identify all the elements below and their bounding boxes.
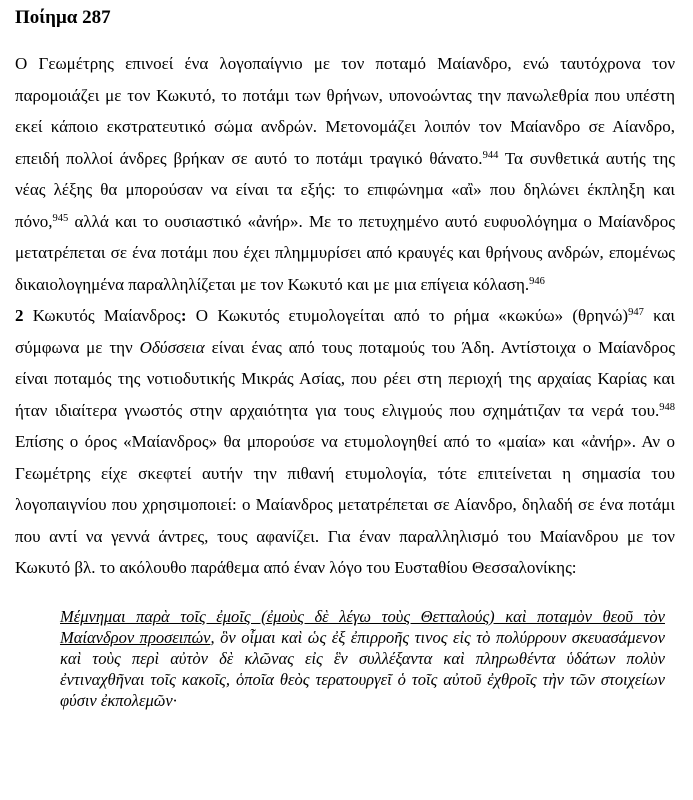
paragraph-text: είναι ένας από τους ποταμούς του Άδη. Αντίστοιχα ο Μαίανδρος είναι ποταμός της νοτιοδυτικής Μικράς Ασίας, που ρέει στη περιοχή της αρχαίας Καρίας και ήταν ιδιαίτερα γνωστός στην αρχαιότητα για τους ελιγμούς που σχημάτιζαν τα νερά του. (15, 337, 675, 420)
footnote-ref-948[interactable]: 948 (659, 401, 675, 413)
block-quote (60, 606, 665, 711)
paragraph-text: και σύμφωνα με την (15, 306, 675, 357)
paragraph-text: Ο Γεωμέτρης επινοεί ένα λογοπαίγνιο με τον ποταμό Μαίανδρο, ενώ ταυτόχρονα τον παρομοιάζει με τον Κωκυτό, το ποτάμι των θρήνων, υπονοώντας την πανωλεθρία που υπέστη εκεί κάποιο εκστρατευτικό σώμα ανδρών. Μετονομάζει λοιπόν τον Μαίανδρο σε Αίανδρο, επειδή πολλοί άνδρες βρήκαν σε αυτό το ποτάμι τραγικό θάνατο. (15, 54, 675, 168)
footnote-ref-945[interactable]: 945 (52, 212, 69, 224)
note-lemma: Κωκυτός Μαίανδρος (23, 306, 181, 325)
paragraph-text: αλλά και το ουσιαστικό «ἀνήρ». Με το πετυχημένο αυτό ευφυολόγημα ο Μαίανδρος μετατρέπεται σε ένα ποτάμι που έχει πλημμυρίσει από κραυγές και θρήνους ανδρών, επομένως δικαιολογημένα παραλληλίζεται με τον Κωκυτό και με μια επίγεια κόλαση. (15, 211, 675, 294)
document-page (15, 6, 675, 711)
paragraph-commentary-2 (15, 300, 675, 584)
quote-text: , ὃν οἶμαι καὶ ὡς ἐξ ἐπιρροῆς τινος εἰς τὸ πολύρρουν σκευασάμενον καὶ τοὺς περὶ αὐτὸν δὲ κλῶνας εἰς ἓν συλλέξαντα καὶ πληρωθέντα ὑδάτων πολὺν ἐντιναχθῆναι τοῖς κακοῖς, ὁποῖα θεὸς τερατουργεῖ ὁ τοῖς αὐτοῦ ἐχθροῖς τὴν τῶν στοιχείων φύσιν ἐκπολεμῶν· (60, 627, 665, 710)
footnote-ref-946[interactable]: 946 (529, 275, 545, 287)
paragraph-commentary-1 (15, 48, 675, 300)
work-title-odyssey: Οδύσσεια (139, 337, 205, 357)
paragraph-text: Τα συνθετικά αυτής της νέας λέξης θα μπορούσαν να είναι τα εξής: το επιφώνημα «αἲ» που δηλώνει έκπληξη και πόνο, (15, 148, 675, 231)
page-title: Ποίημα 287 (15, 7, 111, 28)
note-number: 2 (15, 306, 24, 325)
footnote-ref-944[interactable]: 944 (482, 149, 499, 161)
paragraph-text: Ο Κωκυτός ετυμολογείται από το ρήμα «κωκύω» (θρηνώ) (186, 306, 629, 325)
note-lemma-colon: : (180, 306, 187, 325)
paragraph-text: Επίσης ο όρος «Μαίανδρος» θα μπορούσε να ετυμολογηθεί από το «μαία» και «ἀνήρ». Αν ο Γεωμέτρης είχε σκεφτεί αυτήν την πιθανή ετυμολογία, τότε επιτείνεται η σημασία του λογοπαιγνίου που χρησιμοποιεί: ο Μαίανδρος μετατρέπεται σε Αίανδρο, δηλαδή σε ένα ποτάμι που αντί να γεννά άντρες, τους αφανίζει. Για έναν παραλληλισμό του Μαίανδρου με τον Κωκυτό βλ. το ακόλουθο παράθεμα από έναν λόγο του Ευσταθίου Θεσσαλονίκης: (15, 432, 675, 577)
quote-underlined-text: Μέμνημαι παρὰ τοῖς ἐμοῖς (ἐμοὺς δὲ λέγω τοὺς Θετταλούς) καὶ ποταμὸν θεοῦ τὸν Μαίανδρον προσειπών (60, 606, 665, 647)
footnote-ref-947[interactable]: 947 (628, 307, 644, 318)
